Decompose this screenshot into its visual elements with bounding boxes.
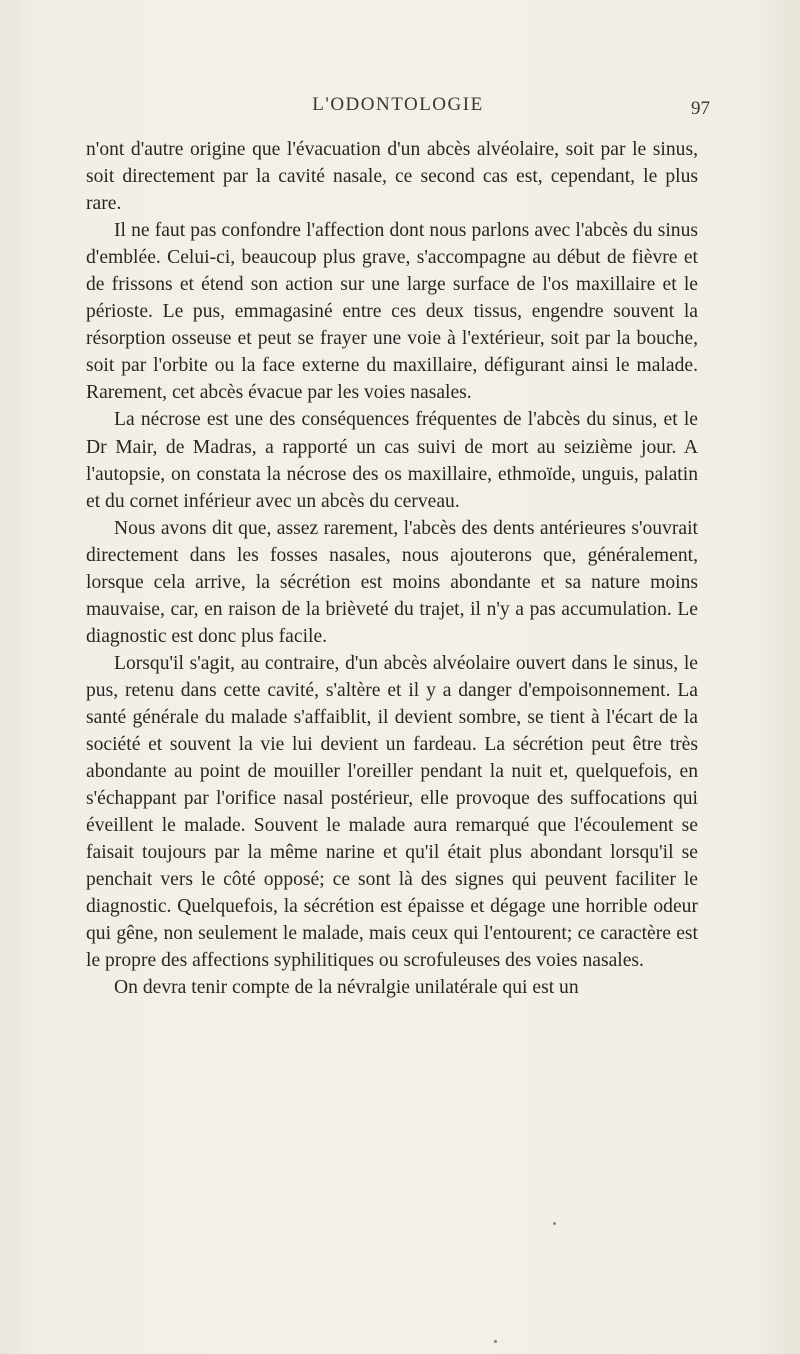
paragraph-continuation: n'ont d'autre origine que l'évacuation d'un abcès alvéolaire, soit par le sinus, soit directement par la cavité nasale, ce second cas est, cependant, le plus rare.	[86, 139, 698, 215]
paragraph-necrose: La nécrose est une des conséquences fréquentes de l'abcès du sinus, et le Dr Mair, de Madras, a rapporté un cas suivi de mort au seizième jour. A l'autopsie, on constata la nécrose des os maxillaire, ethmoïde, unguis, palatin et du cornet inférieur avec un abcès du cerveau.	[86, 409, 698, 512]
running-head	[86, 92, 710, 120]
page-number: 97	[691, 98, 710, 119]
paragraph-nevralgie: On devra tenir compte de la névralgie unilatérale qui est un	[114, 977, 579, 999]
paper-speck	[553, 1222, 556, 1225]
paper-speck	[494, 1340, 497, 1343]
body-text	[86, 136, 698, 1002]
running-title: L'ODONTOLOGIE	[312, 94, 484, 115]
paragraph-dents-anterieures: Nous avons dit que, assez rarement, l'abcès des dents antérieures s'ouvrait directement dans les fosses nasales, nous ajouterons que, généralement, lorsque cela arrive, la sécrétion est moins abondante et sa nature moins mauvaise, car, en raison de la brièveté du trajet, il n'y a pas accumulation. Le diagnostic est donc plus facile.	[86, 517, 698, 647]
paragraph-abces-du-sinus: Il ne faut pas confondre l'affection dont nous parlons avec l'abcès du sinus d'emblée. Celui-ci, beaucoup plus grave, s'accompagne au début de fièvre et de frissons et étend son action sur une large surface de l'os maxillaire et le périoste. Le pus, emmagasiné entre ces deux tissus, engendre souvent la résorption osseuse et peut se frayer une voie à l'extérieur, soit par la bouche, soit par l'orbite ou la face externe du maxillaire, défigurant ainsi le malade. Rarement, cet abcès évacue par les voies nasales.	[86, 220, 698, 404]
paragraph-abces-alveolaire: Lorsqu'il s'agit, au contraire, d'un abcès alvéolaire ouvert dans le sinus, le pus, retenu dans cette cavité, s'altère et il y a danger d'empoisonnement. La santé générale du malade s'affaiblit, il devient sombre, se tient à l'écart de la société et souvent la vie lui devient un fardeau. La sécrétion peut être très abondante au point de mouiller l'oreiller pendant la nuit et, quelquefois, en s'échappant par l'orifice nasal postérieur, elle provoque des suffocations qui éveillent le malade. Souvent le malade aura remarqué que l'écoulement se faisait toujours par la même narine et qu'il était plus abondant lorsqu'il se penchait vers le côté opposé; ce sont là des signes qui peuvent faciliter le diagnostic. Quelquefois, la sécrétion est épaisse et dégage une horrible odeur qui gêne, non seulement le malade, mais ceux qui l'entourent; ce caractère est le propre des affections syphilitiques ou scrofuleuses des voies nasales.	[86, 652, 698, 972]
